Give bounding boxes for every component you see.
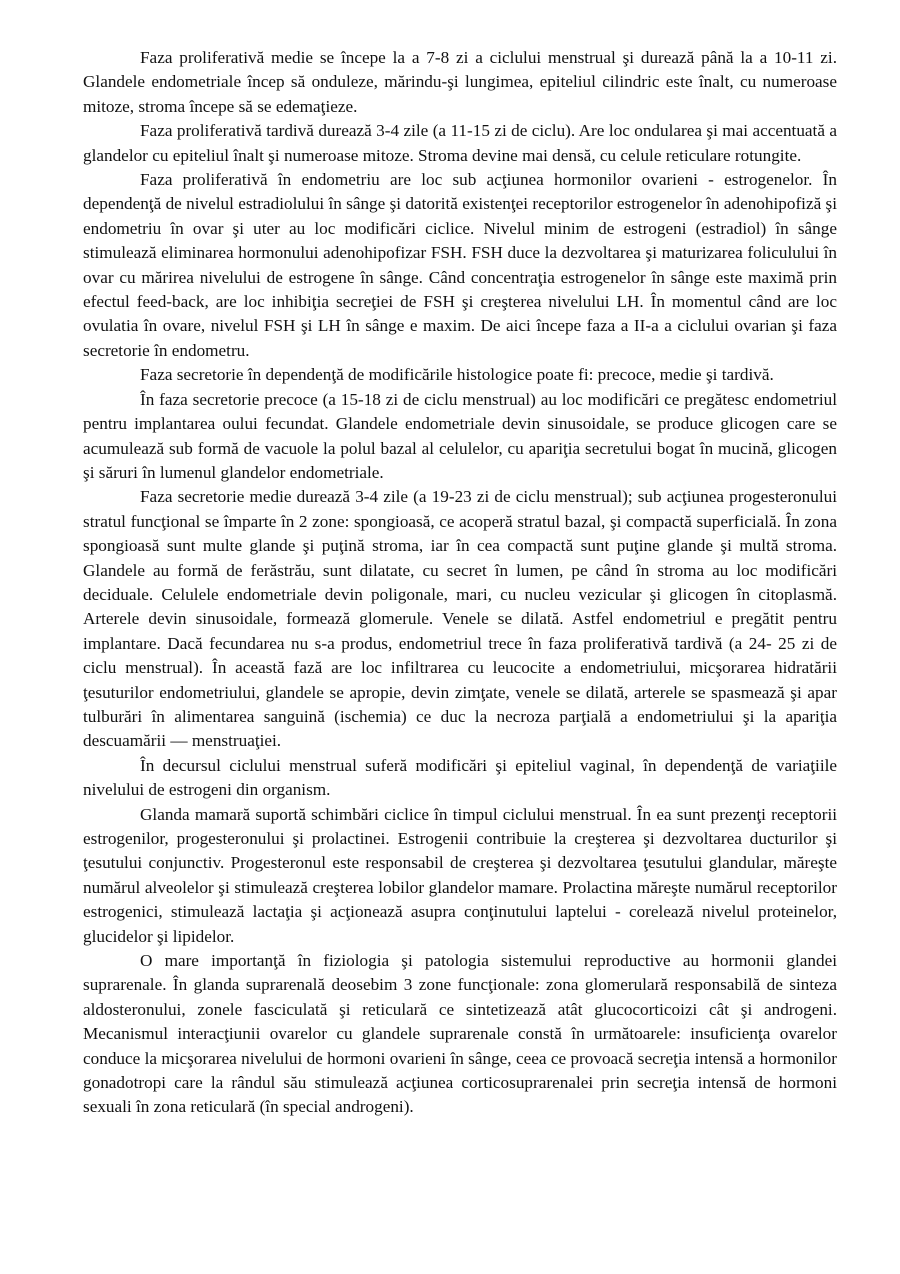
paragraph-proliferative-mid: Faza proliferativă medie se începe la a 7-8 zi a ciclului menstrual şi durează până la a 10-11 zi. Glandele endometriale încep să onduleze, mărindu-şi lungimea, epiteliul cilindric este înalt, cu numeroase mitoze, stroma începe să se edemaţieze. — [83, 48, 837, 116]
document-page — [83, 46, 837, 1120]
paragraph-secretory-early: În faza secretorie precoce (a 15-18 zi de ciclu menstrual) au loc modificări ce pregătesc endometriul pentru implantarea oului fecundat. Glandele endometriale devin sinusoidale, se produce glicogen care se acumulează sub formă de vacuole la polul bazal al celulelor, cu apariţia secretului bogat în mucină, glicogen şi săruri în lumenul glandelor endometriale. — [83, 389, 837, 482]
paragraph-mammary-gland: Glanda mamară suportă schimbări ciclice în timpul ciclului menstrual. În ea sunt prezenţi receptorii estrogenilor, progesteronului şi prolactinei. Estrogenii contribuie la creşterea şi dezvoltarea ducturilor şi ţesutului conjunctiv. Progesteronul este responsabil de creşterea şi dezvoltarea ţesutului glandular, măreşte numărul alveolelor şi stimulează creşterea lobilor glandelor mamare. Prolactina măreşte numărul receptorilor estrogenici, stimulează lactaţia şi acţionează asupra conţinutului laptelui - corelează nivelul proteinelor, glucidelor şi lipidelor. — [83, 804, 837, 946]
paragraph-adrenal-gland: O mare importanţă în fiziologia şi patologia sistemului reproductive au hormonii glandei suprarenale. În glanda suprarenală deosebim 3 zone funcţionale: zona glomerulară responsabilă de sinteza aldosteronului, zonele fasciculată şi reticulară ce sintetizează atât glucocorticoizi cât şi androgeni. Mecanismul interacţiunii ovarelor cu glandele suprarenale constă în următoarele: insuficienţa ovarelor conduce la micşorarea nivelului de hormoni ovarieni în sânge, ceea ce provoacă secreţia intensă a hormonilor gonadotropi care la rândul său stimulează acţiunea corticosuprarenalei prin secreţia intensă de hormoni sexuali în zona reticulară (în special androgeni). — [83, 951, 837, 1117]
paragraph-secretory-mid: Faza secretorie medie durează 3-4 zile (a 19-23 zi de ciclu menstrual); sub acţiunea progesteronului stratul funcţional se împarte în 2 zone: spongioasă, ce acoperă stratul bazal, şi compactă superficială. În zona spongioasă sunt multe glande şi puţină stroma, iar în cea compactă sunt puţine glande şi multă stroma. Glandele au formă de ferăstrău, sunt dilatate, cu secret în lumen, pe când în stroma au loc modificări deciduale. Celulele endometriale devin poligonale, mari, cu nucleu vezicular şi glicogen în citoplasmă. Arterele devin sinusoidale, formează glomerule. Venele se dilată. Astfel endometriul e pregătit pentru implantare. Dacă fecundarea nu s-a produs, endometriul trece în faza proliferativă tardivă (a 24- 25 zi de ciclu menstrual). În această fază are loc infiltrarea cu leucocite a endometriului, micşorarea hidratării ţesuturilor endometriului, glandele se apropie, devin zimţate, venele se dilată, arterele se spasmează şi apar tulburări în alimentarea sanguină (ischemia) ce duc la necroza parţială a endometriului şi la apariţia descuamării — menstruaţiei. — [83, 487, 837, 751]
paragraph-proliferative-hormones: Faza proliferativă în endometriu are loc sub acţiunea hormonilor ovarieni - estrogenelor. În dependenţă de nivelul estradiolului în sânge şi datorită existenţei receptorilor estrogenelor în adenohipofiză şi endometriu în ovar şi uter au loc modificări ciclice. Nivelul minim de estrogeni (estradiol) în sânge stimulează eliminarea hormonului adenohipofizar FSH. FSH duce la dezvoltarea şi maturizarea foliculului în ovar cu mărirea nivelului de estrogene în sânge. Când concentraţia estrogenelor în sânge este maximă prin efectul feed-back, are loc inhibiţia secreţiei de FSH şi creşterea nivelului LH. În momentul când are loc ovulatia în ovare, nivelul FSH şi LH în sânge e maxim. De aici începe faza a II-a a ciclului ovarian şi faza secretorie în endometru. — [83, 170, 837, 360]
paragraph-proliferative-late: Faza proliferativă tardivă durează 3-4 zile (a 11-15 zi de ciclu). Are loc ondularea şi mai accentuată a glandelor cu epiteliul înalt şi numeroase mitoze. Stroma devine mai densă, cu celule reticulare rotungite. — [83, 121, 837, 165]
paragraph-secretory-types: Faza secretorie în dependenţă de modificările histologice poate fi: precoce, medie şi tardivă. — [140, 365, 774, 385]
paragraph-vaginal-epithelium: În decursul ciclului menstrual suferă modificări şi epiteliul vaginal, în dependenţă de variaţiile nivelului de estrogeni din organism. — [83, 755, 837, 800]
